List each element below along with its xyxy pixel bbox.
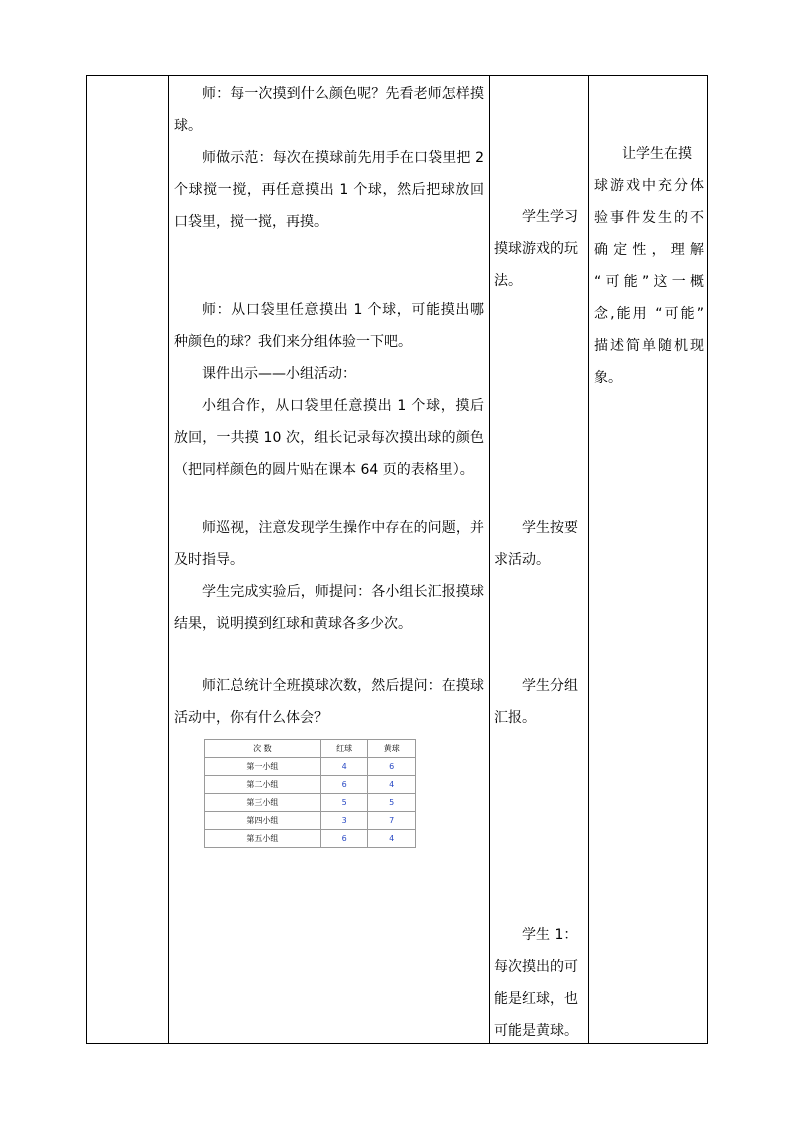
yellow-count-cell: 7 <box>368 812 416 830</box>
red-count-cell: 4 <box>320 758 368 776</box>
student-line: 学生 1： <box>522 927 578 943</box>
student-line: 法。 <box>494 273 522 289</box>
teacher-paragraph: 师巡视，注意发现学生操作中存在的问题，并及时指导。 <box>174 520 484 568</box>
table-bottom-border <box>86 1043 707 1044</box>
red-count-cell: 6 <box>320 776 368 794</box>
header-cell: 黄球 <box>368 740 416 758</box>
teacher-paragraph: 课件出示——小组活动： <box>202 366 356 382</box>
teacher-paragraph: 师汇总统计全班摸球次数，然后提问：在摸球活动中，你有什么体会？ <box>174 678 484 726</box>
group-cell: 第二小组 <box>205 776 321 794</box>
table-left-border <box>86 75 87 1044</box>
group-cell: 第一小组 <box>205 758 321 776</box>
red-count-cell: 5 <box>320 794 368 812</box>
teacher-paragraph: 学生完成实验后，师提问：各小组长汇报摸球结果，说明摸到红球和黄球各多少次。 <box>174 584 484 632</box>
teacher-paragraph: 师：从口袋里任意摸出 1 个球，可能摸出哪种颜色的球？我们来分组体验一下吧。 <box>174 302 484 350</box>
table-row <box>205 776 416 794</box>
student-activity-1 <box>494 201 586 297</box>
group-cell: 第四小组 <box>205 812 321 830</box>
student-line: 汇报。 <box>494 710 536 726</box>
table-row <box>205 794 416 812</box>
intent-line: 确定性，理解 <box>594 242 704 258</box>
table-row <box>205 758 416 776</box>
red-count-cell: 3 <box>320 812 368 830</box>
student-line: 摸球游戏的玩 <box>494 241 578 257</box>
table-row <box>205 812 416 830</box>
yellow-count-cell: 4 <box>368 776 416 794</box>
intent-line: 球游戏中充分体 <box>594 178 704 194</box>
header-cell: 次 数 <box>205 740 321 758</box>
column-divider-3 <box>588 75 589 1044</box>
yellow-count-cell: 5 <box>368 794 416 812</box>
student-line: 每次摸出的可 <box>494 959 578 975</box>
red-count-cell: 6 <box>320 830 368 848</box>
yellow-count-cell: 6 <box>368 758 416 776</box>
teacher-paragraph: 师做示范：每次在摸球前先用手在口袋里把 2 个球搅一搅，再任意摸出 1 个球，然后把球放回口袋里，搅一搅，再摸。 <box>174 150 484 230</box>
table-right-border <box>707 75 708 1044</box>
design-intent-column <box>594 138 704 394</box>
group-cell: 第五小组 <box>205 830 321 848</box>
student-line: 能是红球，也 <box>494 991 578 1007</box>
student-activity-4 <box>494 919 586 1047</box>
intent-line: 验事件发生的不 <box>594 210 704 226</box>
ball-results-table <box>204 739 416 848</box>
student-activity-3 <box>494 670 586 734</box>
intent-line: 让学生在摸 <box>622 146 692 162</box>
header-cell: 红球 <box>320 740 368 758</box>
table-top-border <box>86 75 707 76</box>
intent-line: 描述简单随机现 <box>594 338 704 354</box>
column-divider-2 <box>489 75 490 1044</box>
table-row <box>205 830 416 848</box>
group-cell: 第三小组 <box>205 794 321 812</box>
student-activity-2 <box>494 512 586 576</box>
yellow-count-cell: 4 <box>368 830 416 848</box>
table-header-row <box>205 740 416 758</box>
student-line: 可能是黄球。 <box>494 1023 578 1039</box>
teacher-paragraph: 小组合作，从口袋里任意摸出 1 个球，摸后放回，一共摸 10 次，组长记录每次摸出球的颜色（把同样颜色的圆片贴在课本 64 页的表格里）。 <box>174 398 484 478</box>
student-line: 学生学习 <box>522 209 578 225</box>
student-line: 求活动。 <box>494 552 550 568</box>
teacher-paragraph: 师：每一次摸到什么颜色呢？先看老师怎样摸球。 <box>174 86 484 134</box>
intent-line: 念,能用 “可能” <box>594 306 704 322</box>
student-line: 学生按要 <box>522 520 578 536</box>
intent-line: 象。 <box>594 370 622 386</box>
student-line: 学生分组 <box>522 678 578 694</box>
intent-line: “可能”这一概 <box>594 274 704 290</box>
column-divider-1 <box>168 75 169 1044</box>
